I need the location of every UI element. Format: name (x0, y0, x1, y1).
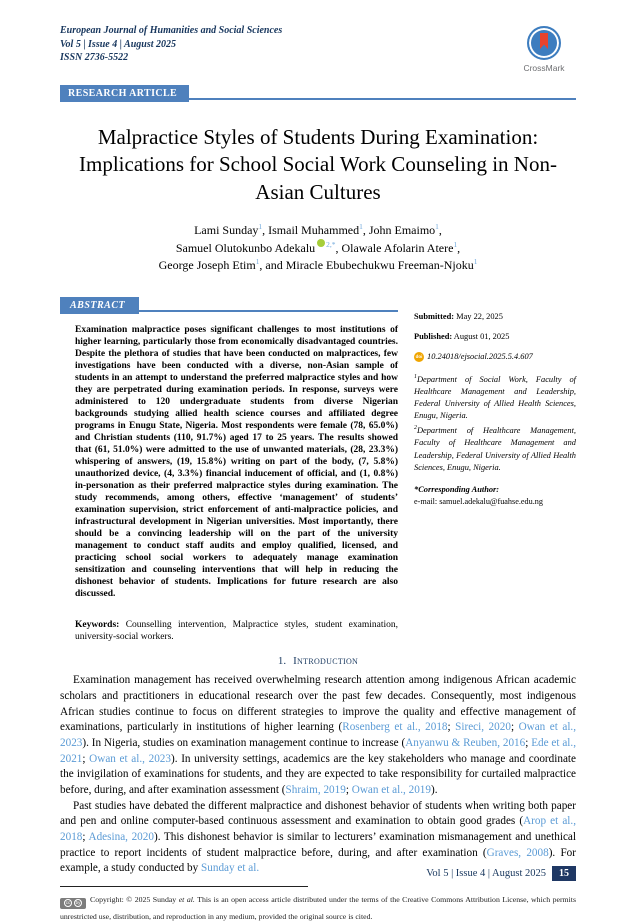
crossmark-ribbon-icon (540, 33, 548, 49)
page-footer (426, 866, 576, 881)
abstract-badge: ABSTRACT (60, 297, 139, 314)
footnote-rule (60, 886, 308, 887)
section-title: Introduction (293, 655, 359, 668)
citation-link[interactable]: Graves, 2008 (486, 846, 549, 859)
abstract-column (60, 297, 398, 643)
journal-volume-line: Vol 5 | Issue 4 | August 2025 (60, 38, 177, 50)
published-date (414, 331, 576, 343)
doi-icon: doi (414, 352, 424, 362)
citation-link[interactable]: Adesina, 2020 (88, 831, 154, 844)
abstract-header-row (60, 297, 398, 314)
citation-link[interactable]: Owan et al., 2019 (351, 784, 431, 797)
article-type-row (60, 85, 576, 102)
citation-link[interactable]: Anyanwu & Reuben, 2016 (405, 737, 526, 750)
article-meta-sidebar (414, 297, 576, 643)
article-type-rule (189, 98, 576, 100)
cc-by-icon: cc by (60, 898, 86, 909)
affiliation-2: $^2$Department of Healthcare Management, Faculty of Healthcare Management and Leadership, Federal University of Allied Health Sciences, Enugu, Nigeria. (414, 425, 576, 472)
abstract-rule (139, 310, 398, 312)
body-paragraph: Past studies have debated the different malpractice and dishonest behavior of students when writing both paper and pen and online computer-based continuous assessment and examination to obtain good grades (Arop et al., 2018; Adesina, 2020). This dishonest behavior is similar to lecturers’ examination mismanagement and unethical practice to report incidents of student malpractice before, during, and after examination (Graves, 2008). For example, a study conducted by Sunday et al. (60, 799, 576, 875)
page-header (60, 24, 576, 73)
citation-link[interactable]: Rosenberg et al., 2018 (342, 721, 448, 734)
doi-link[interactable] (414, 351, 576, 363)
author-line: George Joseph Etim$^1$, and Miracle Ebubechukwu Freeman-Njoku$^1$ (158, 256, 478, 272)
journal-issn: ISSN 2736-5522 (60, 52, 129, 63)
citation-link[interactable]: Shraim, 2019 (285, 784, 346, 797)
corresponding-author-label: *Corresponding Author: (414, 485, 500, 495)
orcid-icon[interactable] (317, 239, 325, 247)
published-value: August 01, 2025 (452, 331, 510, 341)
section-heading-introduction (60, 655, 576, 667)
body-text (60, 673, 576, 877)
footer-volume-line: Vol 5 | Issue 4 | August 2025 (426, 868, 546, 879)
abstract-text: Examination malpractice poses significant challenges to most institutions of higher learning, particularly those from economically disadvantaged countries. Despite the plethora of studies that have been conducted on malpractices, few investigations have been conducted with a diverse, non-Asian sample of students in an attempt to understand the preferred malpractice styles and how they are perpetrated during examination periods. In response, surveys were administered to 120 undergraduate students from diverse Nigerian backgrounds studying allied health science courses and affiliated degree programs in Enugu State, Nigeria. Most respondents were female (78, 65.0%) and Christian students (110, 91.7%) aged 17 to 25 years. The results showed that (61, 51.0%) were admitted to the use of unwanted materials, (28, 23.3%) whispering of answers, (19, 15.8%) writing on part of the body, (7, 5.8%) unauthorized device, (4, 3.3%) financial inducement of official, and (1, 0.8%) in-personation as their preferred malpractice styles during examination. The study recommends, among others, effective ‘management’ of students’ examination supervision, strict enforcement of anti-malpractice policies, and infrastructural development in Nigerian universities. Most importantly, there should be a convincing leadership will on the part of the university management to conduct staff audits and employ qualified, licensed, and practicing school social workers to adequately manage examination sensitization and counseling interventions that will help in reducing the dishonest behavior of students. Implications for future research are also discussed. (75, 325, 398, 599)
doi-text: 10.24018/ejsocial.2025.5.4.607 (427, 351, 533, 361)
abstract-section (60, 297, 576, 643)
crossmark-badge[interactable] (512, 26, 576, 73)
crossmark-label: CrossMark (523, 63, 565, 73)
citation-link[interactable]: Ede et al., 2021 (60, 737, 577, 765)
keywords: Keywords: Counselling intervention, Malpractice styles, student examination, university-social workers. (75, 619, 398, 642)
journal-info (60, 24, 282, 65)
submitted-label: Submitted: (414, 312, 455, 322)
submitted-value: May 22, 2025 (454, 312, 503, 322)
crossmark-icon (527, 26, 561, 60)
author-line: Samuel Olutokunbo Adekalu $^{2,*}$, Olawale Afolarin Atere$^1$, (175, 239, 461, 255)
citation-link[interactable]: Sireci, 2020 (455, 721, 511, 734)
published-label: Published: (414, 331, 453, 341)
author-list (60, 222, 576, 273)
article-title: Malpractice Styles of Students During Examination: Implications for School Social Work Counseling in Non-Asian Cultures (79, 125, 557, 204)
page-number: 15 (552, 866, 576, 881)
corresponding-author-email[interactable]: e-mail: samuel.adekalu@fuahse.edu.ng (414, 497, 543, 507)
journal-name: European Journal of Humanities and Social Sciences (60, 25, 283, 36)
citation-link[interactable]: Sunday et al. (201, 862, 260, 875)
section-number: 1. (277, 655, 287, 668)
citation-link[interactable]: Owan et al., 2023 (60, 721, 577, 750)
article-type-badge: RESEARCH ARTICLE (60, 85, 189, 102)
citation-link[interactable]: Arop et al., 2018 (60, 815, 576, 844)
affiliation-1: $^1$Department of Social Work, Faculty of Healthcare Management and Leadership, Federal University of Allied Health Sciences, Enugu, Nigeria. (414, 373, 576, 421)
author-line: Lami Sunday$^1$, Ismail Muhammed$^1$, John Emaimo$^1$, (194, 221, 442, 237)
submitted-date (414, 311, 576, 323)
body-paragraph: Examination management has received overwhelming research attention among indigenous African academic scholars and practitioners in educational research over the past few decades. Consequently, most indigenous African studies continue to focus on different strategies to improve the quality and effective management of examinations, particularly in institutions of higher learning (Rosenberg et al., 2018; Sireci, 2020; Owan et al., 2023). In Nigeria, studies on examination management continue to increase (Anyanwu & Reuben, 2016; Ede et al., 2021; Owan et al., 2023). In university settings, academics are the key stakeholders who manage and coordinate the invigilation of examinations for students, and they are expected to take responsibility for curtailed malpractice before, during, and after examination assessment (Shraim, 2019; Owan et al., 2019). (60, 674, 577, 797)
citation-link[interactable]: Owan et al., 2023 (89, 752, 171, 765)
copyright-text: Copyright: © 2025 Sunday et al. This is an open access article distributed under the terms of the Creative Commons Attribution License, which permits unrestricted use, distribution, and reproduction in any medium, provided the original source is cited. (60, 895, 576, 921)
